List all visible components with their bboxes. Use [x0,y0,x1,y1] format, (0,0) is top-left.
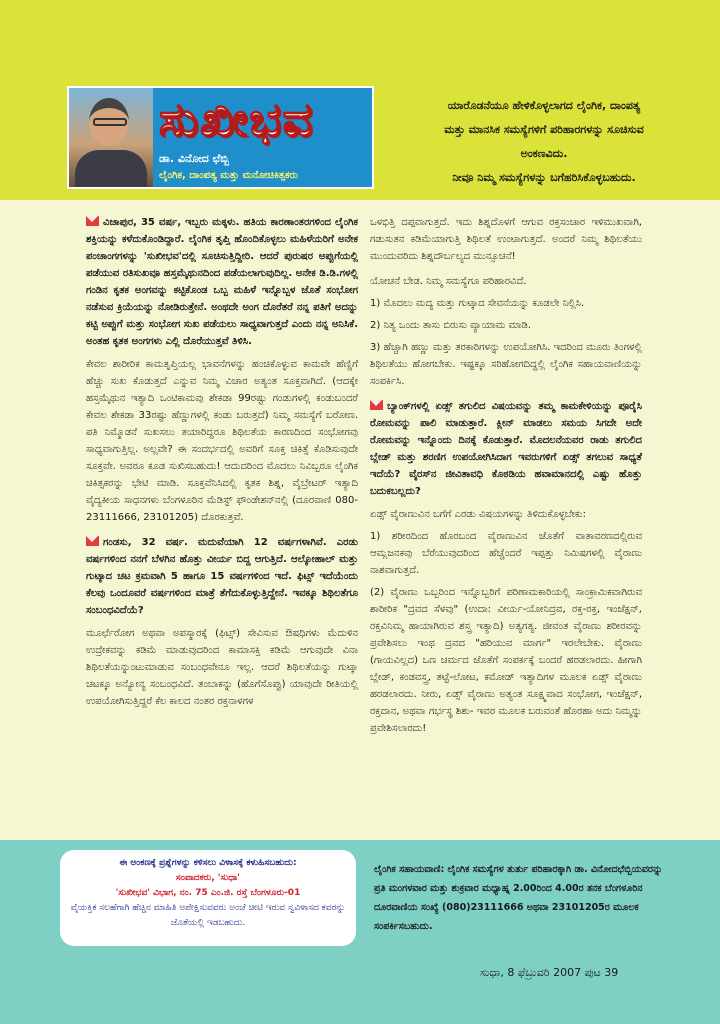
envelope-icon [86,536,99,546]
answer-3-point: 1) ಶರೀರದಿಂದ ಹೊರಬಂದ ವೈರಾಣುವಿನ ಜೊತೆಗೆ ವಾತಾವರಣದಲ್ಲಿರುವ ಆಮ್ಲಜನಕವು ಬೆರೆಯುವುದರಿಂದ ಹೆಚ್ಚೆಂದರೆ ಇಪ್ಪತ್ತು ನಿಮಿಷಗಳಲ್ಲಿ ವೈರಾಣು ನಾಶವಾಗುತ್ತದೆ. [370,531,642,576]
answer-3-point: (2) ವೈರಾಣು ಒಬ್ಬರಿಂದ ಇನ್ನೊಬ್ಬರಿಗೆ ಪರಿಣಾಮಕಾರಿಯಲ್ಲಿ ಸಾಂಕ್ರಾಮಿಕವಾಗಿರುವ ಶಾರೀರಿಕ "ದ್ರವದ ಸೆಳವು" (ಉದಾ: ವೀರ್ಯ-ಯೋನಿದ್ರವ, ರಕ್ತ-ರಕ್ತ, ಇಂಜೆಕ್ಷನ್, ರಕ್ತವಿನಿಮ್ಮ ಹಾಯಾಗಿರುವ ಶಸ್ತ್ರ ಇತ್ಯಾದಿ) ಅತ್ಯಗತ್ಯ. ಜೀವಂತ ವೈರಾಣು ಶರೀರವನ್ನು ಪ್ರವೇಶಿಸಲು ಇಂಥ ದ್ರವದ "ಹರಿಯುವ ಮಾರ್ಗ" ಇರಲೇಬೇಕು. ವೈರಾಣು (ಗಾಯವಿಲ್ಲದ) ಒಣ ಚರ್ಮದ ಜೊತೆಗೆ ಸಂಪರ್ಕಕ್ಕೆ ಬಂದರೆ ಹರಡಲಾರದು. ಹೀಗಾಗಿ ಬ್ಲೇಡ್, ಕಂಡವಸ್ತ್ರ, ತಟ್ಟೆ-ಲೋಟ, ಕಮೋಡ್ ಇತ್ಯಾದಿಗಳ ಮೂಲಕ ಏಡ್ಸ್ ವೈರಾಣು ಹರಡಲಾರದು. ನೀರು, ಏಡ್ಸ್ ವೈರಾಣು ಅತ್ಯಂತ ಸೂಕ್ಷ್ಮವಾದ ಸಂಭೋಗ, ಇಂಜೆಕ್ಷನ್, ರಕ್ತದಾನ, ಅಥವಾ ಗರ್ಭಸ್ಥ ಶಿಶು- ಇವರ ಮೂಲಕ ಬರುವಂತೆ ಹೊರಹಾ ಅದು ನಿಮ್ಮನ್ನು ಪ್ರವೇಶಿಸಲಾರದು! [370,587,642,734]
contact-note: ವೈಯಕ್ತಿಕ ಸಲಹೆಗಾಗಿ ಹೆಚ್ಚಿನ ಮಾಹಿತಿ ಅಪೇಕ್ಷಿಸುವವರು ಅಂಚೆ ಚೀಟಿ ಇರುವ ಸ್ವವಿಳಾಸದ ಕವರನ್ನು ಜೊತೆಯಲ್ಲಿ ಇಡಬಹುದು. [70,903,346,928]
right-column [370,214,642,742]
answer-2-tip: ಯೋಚನೆ ಬೇಡ. ನಿಮ್ಮ ಸಮಸ್ಯೆಗೂ ಪರಿಹಾರವಿದೆ. [370,276,527,287]
answer-1: ಕೇವಲ ಶಾರೀರಿಕ ಕಾಮತೃಪ್ತಿಯಲ್ಲ ಭಾವನೆಗಳನ್ನು ಹಂಚಿಕೊಳ್ಳುವ ಕಾಮವೇ ಹೆಣ್ಣಿಗೆ ಹೆಚ್ಚು ಸುಖ ಕೊಡುತ್ತದೆ ಎನ್ನುವ ನಿಮ್ಮ ವಿಚಾರ ಅತ್ಯಂತ ಸೂಕ್ತವಾಗಿದೆ. (ಆದಕ್ಕೇ ಹಸ್ತಮೈಥುನ ಇತ್ಯಾದಿ ಒಂಟಿಕಾಮವು ಶೇಕಡಾ 99ರಷ್ಟು ಗಂಡುಗಳಲ್ಲಿ ಕಂಡುಬಂದರೆ ಕೇವಲ ಶೇಕಡಾ 33ರಷ್ಟು ಹೆಣ್ಣುಗಳಲ್ಲಿ ಕಂಡು ಬರುತ್ತದೆ) ನಿಮ್ಮ ಸಮಸ್ಯೆಗೆ ಬರೋಣ. ಪತಿ ನಿಮ್ಮೊಡನೆ ಸುಖಸಲು ತಯಾರಿದ್ದರೂ ಶಿಥಿಲತೆಯ ಕಾರಣದಿಂದ ಸಂಭೋಗವು ಸಾಧ್ಯವಾಗುತ್ತಿಲ್ಲ. ಅಲ್ಲವೇ? ಈ ಸಂದರ್ಭದಲ್ಲಿ ಅವರಿಗೆ ಸೂಕ್ತ ಚಿಕಿತ್ಸೆ ಕೊಡಿಸುವುದೇ ಸೂಕ್ತವೇ. ಅವರೂ ಕೂಡ ಸುಖಿಸಬಹುದು! ಆದುದರಿಂದ ಮೊದಲು ನಿವಿಬ್ಬರೂ ಲೈಂಗಿಕ ಚಿಕಿತ್ಸಕರನ್ನು ಭೇಟಿ ಮಾಡಿ. ಸೂಕ್ತವೆನಿಸಿದಲ್ಲಿ ಕೃತಕ ಶಿಶ್ನ, ವೈಬ್ರೇಟರ್ ಇತ್ಯಾದಿ ವೈದ್ಯಕೀಯ ಸಾಧನಗಳು ಬೆಂಗಳೂರಿನ ಮೆಡಿಸ್ಟ್ ಫೌಂಡೇಶನ್‌ನಲ್ಲಿ (ದೂರವಾಣಿ 080-23111666, 23101205) ದೊರಕುತ್ತವೆ. [86,359,358,523]
list-item: 1) ಮೊದಲು ಮದ್ಯ ಮತ್ತು ಗುಟ್ಕಾದ ಸೇವನೆಯನ್ನು ಕೂಡಲೇ ನಿಲ್ಲಿಸಿ. [370,298,585,309]
contact-address: 'ಸುಖೀಭವ' ವಿಭಾಗ, ನಂ. 75 ಎಂ.ಜಿ. ರಸ್ತೆ ಬೆಂಗಳೂರು-01 [115,888,301,898]
column-title: ಸುಖೀಭವ [159,92,315,146]
answer-2-continued: ಒಳಭಿತ್ತಿ ದಪ್ಪವಾಗುತ್ತದೆ. ಇದು ಶಿಶ್ನದೊಳಗೆ ಆಗುವ ರಕ್ತಸಂಚಾರ ಇಳಿಮುಖವಾಗಿ, ಗಡುಸುತನ ಕಡಿಮೆಯಾಗುತ್ತಿ ಶಿಥಿಲತೆ ಉಂಟಾಗುತ್ತದೆ. ಅಂದರೆ ನಿಮ್ಮ ಶಿಥಿಲತೆಯು ಮುಂದುವರಿದು ಶಿಶ್ನದೌರ್ಬಲ್ಯದ ಮುನ್ಸೂಚನೆ! [370,217,642,262]
question-3 [370,398,642,500]
column-logo [67,86,374,189]
contact-editor: ಸಂಪಾದಕರು, 'ಸುಧಾ' [176,873,240,883]
answer-2: ಮೂರ್ಛೆರೋಗ ಅಥವಾ ಅಪಸ್ಮಾರಕ್ಕೆ (ಫಿಟ್ಸ್) ಸೇವಿಸುವ ಔಷಧಿಗಳು ಮೆದುಳಿನ ಉದ್ರೇಕವನ್ನು ಕಡಿಮೆ ಮಾಡುವುದರಿಂದ ಕಾಮಾಸಕ್ತಿ ಕಡಿಮೆ ಆಗುವುದೇ ವಿನಾ ಶಿಥಿಲತೆಯನ್ನುಂಟುಮಾಡುವ ಸಂಬಂಧವೇನೂ ಇಲ್ಲ. ಆದರೆ ಶಿಥಿಲತೆಯನ್ನು ಗುಟ್ಕಾ ಚಟಕ್ಕೂ ಅನ್ಯೋನ್ಯ ಸಂಬಂಧವಿದೆ. ತಂಬಾಕನ್ನು (ಹೊಗೆಸೊಪ್ಪು) ಯಾವುದೇ ರೀತಿಯಲ್ಲಿ ಉಪಯೋಗಿಸುತ್ತಿದ್ದರೆ ಕೆಲ ಕಾಲದ ನಂತರ ರಕ್ತನಾಳಗಳ [86,628,358,707]
intro-line: ಯಾರೊಡನೆಯೂ ಹೇಳಿಕೊಳ್ಳಲಾಗದ ಲೈಂಗಿಕ, ದಾಂಪತ್ಯ [447,99,641,112]
answer-3: ಏಡ್ಸ್ ವೈರಾಣುವಿನ ಬಗೆಗೆ ಎರಡು ವಿಷಯಗಳನ್ನು ತಿಳಿದುಕೊಳ್ಳಬೇಕು: [370,509,586,520]
intro-line: ನೀವೂ ನಿಮ್ಮ ಸಮಸ್ಯೆಗಳನ್ನು ಬಗೆಹರಿಸಿಕೊಳ್ಳಬಹುದು. [452,171,636,184]
author-portrait [69,88,153,189]
list-item: 3) ಹೆಚ್ಚಾಗಿ ಹಣ್ಣು ಮತ್ತು ತರಕಾರಿಗಳನ್ನು ಉಪಯೋಗಿಸಿ. ಇದರಿಂದ ಮೂರು ತಿಂಗಳಲ್ಲಿ ಶಿಥಿಲತೆಯು ಹೋಗಬೇಕು. ಇಷ್ಟಕ್ಕೂ ಸರಿಹೋಗದಿದ್ದಲ್ಲಿ ಲೈಂಗಿಕ ಸಹಾಯವಾಣಿಯನ್ನು ಸಂಪರ್ಕಿಸಿ. [370,342,642,387]
intro-line: ಮತ್ತು ಮಾನಸಿಕ ಸಮಸ್ಯೆಗಳಿಗೆ ಪರಿಹಾರಗಳನ್ನು ಸೂಚಿಸುವ [444,123,644,136]
left-column [86,214,358,718]
question-3-text: ಬ್ಯಾಂಕ್‌ಗಳಲ್ಲಿ ಏಡ್ಸ್ ತಗುಲಿದ ವಿಷಯವನ್ನು ತಮ್ಮ ಕಾಮಕೇಳಿಯನ್ನು ಪೂರೈಸಿ ರೋಮವನ್ನು ಪಾಲಿ ಮಾಡುತ್ತಾರೆ. ಕ್ಲೀನ್ ಮಾಡಲು ಸಮಯ ಸಿಗದೇ ಅದೇ ರೋಮವನ್ನು ಇನ್ನೊಂದು ದಿನಕ್ಕೆ ಕೊಡುತ್ತಾರೆ. ಮೊದಲನೆಯವರ ರಾಡು ತಗುಲಿದ ಬ್ಲೇಡ್ ಮತ್ತು ಶರಣಿಗ ಉಪಯೋಗಿಸಿದಾಗ ಇವರುಗಳಿಗೆ ಏಡ್ಸ್ ತಗಲುವ ಸಾಧ್ಯತೆ ಇದೆಯೆ? ವೈರಸ್‌ನ ಜೀವಿತಾವಧಿ ಕೊಠಡಿಯ ಹವಾಮಾನದಲ್ಲಿ ಎಷ್ಟು ಹೊತ್ತು ಬದುಕಬಲ್ಲದು? [370,401,642,497]
question-2 [86,534,358,619]
intro-text [394,94,694,190]
helpline-text: ಲೈಂಗಿಕ ಸಹಾಯವಾಣಿ: ಲೈಂಗಿಕ ಸಮಸ್ಯೆಗಳ ತುರ್ತು ಪರಿಹಾರಕ್ಕಾಗಿ ಡಾ. ವಿನೋದಛೆಬ್ಬಿಯವರನ್ನು ಪ್ರತಿ ಮಂಗಳವಾರ ಮತ್ತು ಶುಕ್ರವಾರ ಮಧ್ಯಾಹ್ನ 2.00ರಿಂದ 4.00ರ ತನಕ ಬೆಂಗಳೂರಿನ ದೂರವಾಣಿಯ ಸಂಖ್ಯೆ (080)23111666 ಅಥವಾ 23101205ರ ಮೂಲಕ ಸಂಪರ್ಕಿಸಬಹುದು. [374,864,663,932]
question-1-text: ವಿಜಾಪುರ, 35 ವರ್ಷ, ಇಬ್ಬರು ಮಕ್ಕಳು. ಹತಿಯ ಕಾರಣಾಂತರಗಳಿಂದ ಲೈಂಗಿಕ ಶಕ್ತಿಯನ್ನು ಕಳೆದುಕೊಂಡಿದ್ದಾರೆ. ಲೈಂಗಿಕ ತೃಪ್ತಿ ಹೊಂದಿಕೊಳ್ಳಲು ಮಹಿಳೆಯರಿಗೆ ಅನೇಕ ಪಂಚಾಂಗಗಳನ್ನು 'ಸುಖೀಭವ'ದಲ್ಲಿ ಸೂಚಿಸುತ್ತಿದ್ದೀರಿ. ಆದರೆ ಪುರುಷರ ಅಪ್ಪುಗೆಯಲ್ಲಿ ಪಡೆಯುವ ರತಿಸುಖವೂ ಹಸ್ತಮೈಥುನದಿಂದ ಪಡೆಯಲಾಗುವುದಿಲ್ಲ. ಅನೇಕ ಡಿ.ಡಿ.ಗಳಲ್ಲಿ ಗಂಡಿನ ಕೃತಕ ಅಂಗವನ್ನು ಕಟ್ಟಿಕೊಂಡ ಒಬ್ಬ ಮಹಿಳೆ ಇನ್ನೊಬ್ಬಳ ಜೊತೆ ಸಂಭೋಗ ನಡೆಸುವ ಕ್ರಿಯೆಯನ್ನು ನೋಡಿರುತ್ತೇನೆ. ಅಂಥದೇ ಅಂಗ ದೊರೆತರೆ ನನ್ನ ಪತಿಗೆ ಅದನ್ನು ಕಟ್ಟಿ ಅಪ್ಪುಗೆ ಮತ್ತು ಸಂಭೋಗ ಸುಖ ಪಡೆಯಲು ಸಾಧ್ಯವಾಗುತ್ತದೆ ಎಂದು ನನ್ನ ಅನಿಸಿಕೆ. ಅಂತಹ ಕೃತಕ ಅಂಗಗಳು ಎಲ್ಲಿ ದೊರೆಯುತ್ತವೆ ತಿಳಿಸಿ. [86,217,358,347]
contact-box [60,850,356,946]
page-footer: ಸುಧಾ, 8 ಫೆಬ್ರುವರಿ 2007 ಪುಟ 39 [480,966,619,979]
author-name: ಡಾ. ವಿನೋದ ಛೆಬ್ಬಿ [159,152,229,165]
intro-line: ಅಂಕಣವಿದು. [520,147,568,160]
envelope-icon [370,400,383,410]
author-subtitle: ಲೈಂಗಿಕ, ದಾಂಪತ್ಯ ಮತ್ತು ಮನೋಚಿಕಿತ್ಸಕರು [159,170,298,181]
question-1 [86,214,358,350]
contact-title: ಈ ಅಂಕಣಕ್ಕೆ ಪ್ರಶ್ನೆಗಳನ್ನು ಕಳಿಸಲು ವಿಳಾಸಕ್ಕೆ ಕಳುಹಿಸಬಹುದು: [119,858,297,868]
question-2-text: ಗಂಡಸು, 32 ವರ್ಷ. ಮದುವೆಯಾಗಿ 12 ವರ್ಷಗಳಾಗಿವೆ. ಎರಡು ವರ್ಷಗಳಿಂದ ನನಗೆ ಬೆಳಗಿನ ಹೊತ್ತು ವೀರ್ಯ ಬಿದ್ದ ಆಗುತ್ತಿದೆ. ಆಲ್ಕೋಹಾಲ್ ಮತ್ತು ಗುಟ್ಕಾದ ಚಟ ಕ್ರಮವಾಗಿ 5 ಹಾಗೂ 15 ವರ್ಷಗಳಿಂದ ಇದೆ. ಫಿಟ್ಸ್ ಇದೆಯೆಂದು ಕೆಲವು ಒಂದೂವರೆ ವರ್ಷಗಳಿಂದ ಮಾತ್ರೆ ತೆಗೆದುಕೊಳ್ಳುತ್ತಿದ್ದೇನೆ. ಇವಕ್ಕೂ ಶಿಥಿಲತೆಗೂ ಸಂಬಂಧವಿದೆಯೆ? [86,537,358,616]
list-item: 2) ನಿತ್ಯ ಒಂದು ತಾಸು ಬಿರುಸು ವ್ಯಾಯಾಮ ಮಾಡಿ. [370,320,531,331]
envelope-icon [86,216,99,226]
